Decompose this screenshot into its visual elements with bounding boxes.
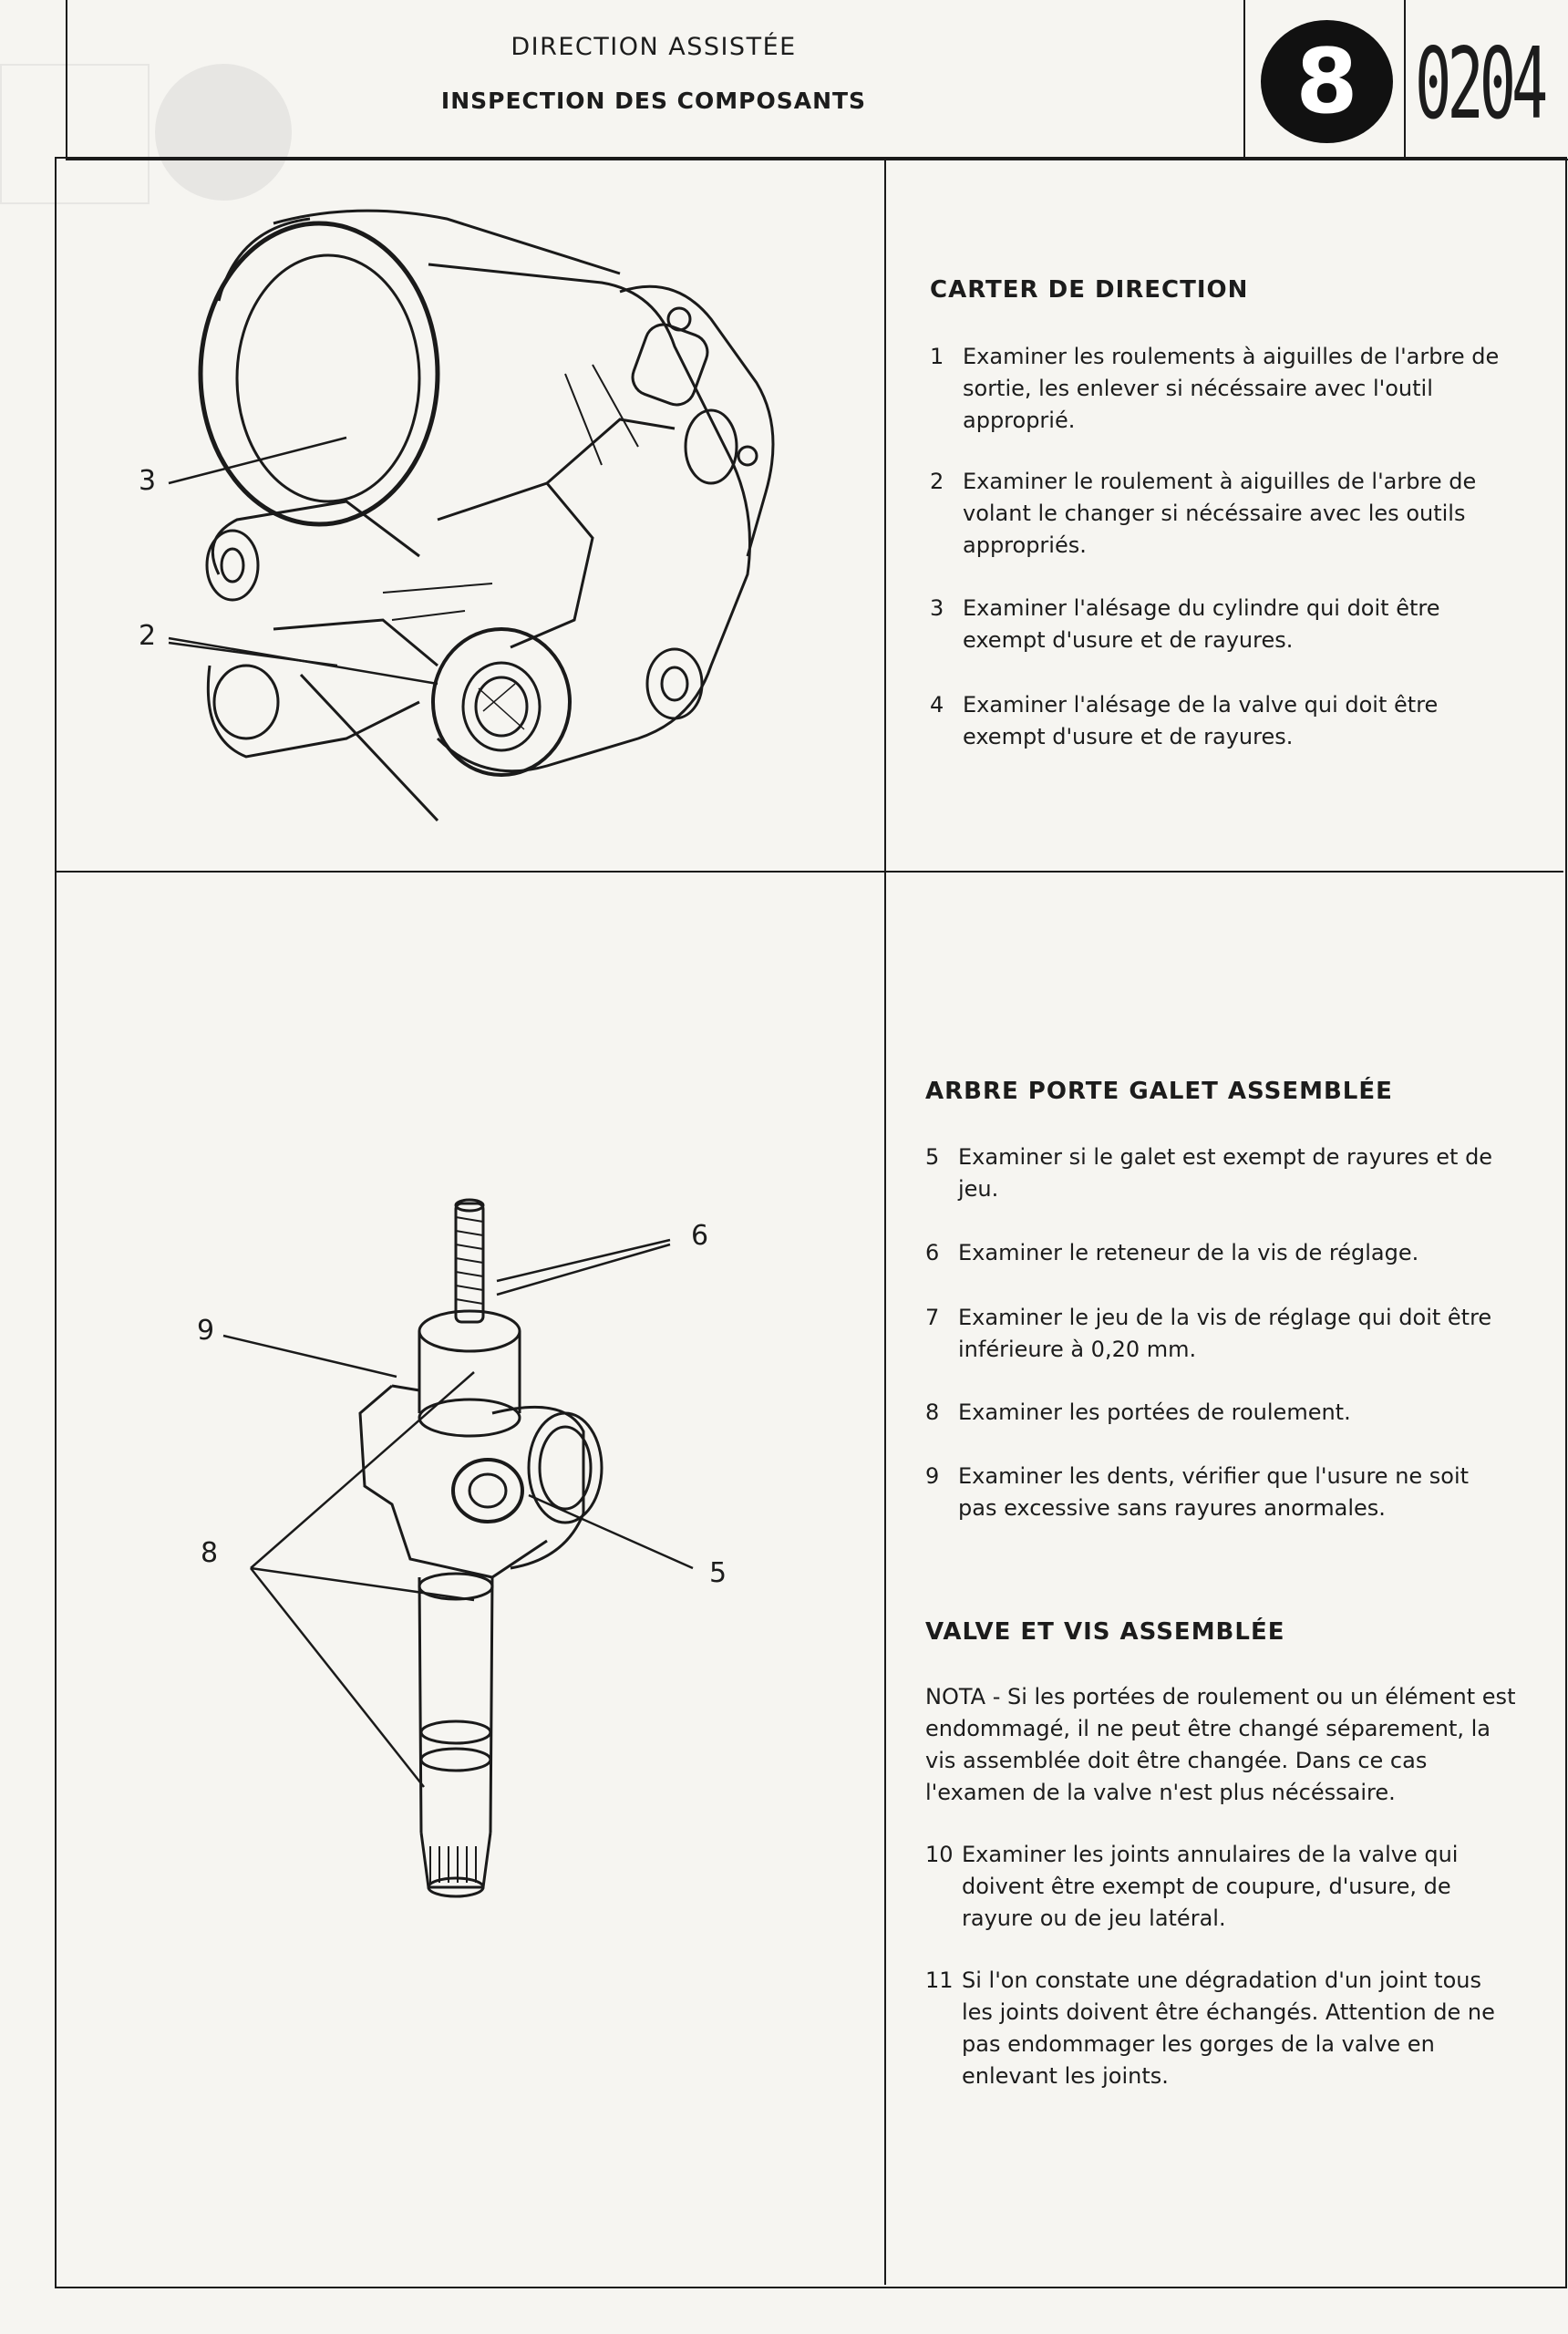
- callout-3: 3: [139, 465, 157, 497]
- page-code: 0204: [1415, 27, 1544, 141]
- item-number: 8: [925, 1399, 940, 1425]
- item-text: Examiner les roulements à aiguilles de l'arbre de sortie, les enlever si nécéssaire avec l'outil approprié.: [963, 344, 1500, 433]
- roller-shaft-drawing: [182, 1194, 748, 1924]
- item-text: Examiner l'alésage du cylindre qui doit être exempt d'usure et de rayures.: [963, 595, 1440, 653]
- item-text: Examiner si le galet est exempt de rayures et de jeu.: [958, 1144, 1493, 1202]
- header-divider-1: [1243, 0, 1245, 160]
- item-text: Examiner l'alésage de la valve qui doit être exempt d'usure et de rayures.: [963, 692, 1439, 749]
- page-title: DIRECTION ASSISTÉE: [511, 33, 797, 61]
- item-text: Examiner le roulement à aiguilles de l'arbre de volant le changer si nécéssaire avec les outils appropriés.: [963, 469, 1477, 558]
- section-heading-arbre: ARBRE PORTE GALET ASSEMBLÉE: [925, 1078, 1393, 1105]
- row-divider: [57, 871, 1563, 873]
- header-divider-2: [1404, 0, 1406, 160]
- title-block: [66, 0, 1242, 160]
- callout-9: 9: [197, 1315, 215, 1347]
- item-number: 3: [930, 595, 944, 621]
- item-number: 11: [925, 1967, 954, 1993]
- item-text: Examiner les dents, vérifier que l'usure ne soit pas excessive sans rayures anormales.: [958, 1463, 1470, 1521]
- column-divider: [884, 159, 886, 2285]
- item-text: Examiner les portées de roulement.: [958, 1399, 1351, 1425]
- callout-2: 2: [139, 620, 157, 652]
- chapter-badge: 8: [1261, 20, 1393, 143]
- item-number: 6: [925, 1240, 940, 1265]
- item-text: Examiner le jeu de la vis de réglage qui doit être inférieure à 0,20 mm.: [958, 1305, 1492, 1362]
- item-number: 4: [930, 692, 944, 718]
- item-number: 10: [925, 1842, 954, 1867]
- item-text: Examiner les joints annulaires de la valve qui doivent être exempt de coupure, d'usure, de rayure ou de jeu latéral.: [962, 1842, 1459, 1931]
- callout-5: 5: [709, 1557, 727, 1589]
- item-number: 7: [925, 1305, 940, 1330]
- item-text: Si l'on constate une dégradation d'un joint tous les joints doivent être échangés. Attention de ne pas endommager les gorges de la valve en enlevant les joints.: [962, 1967, 1495, 2089]
- item-text: Examiner le reteneur de la vis de réglage.: [958, 1240, 1419, 1265]
- item-number: 2: [930, 469, 944, 494]
- page-subtitle: INSPECTION DES COMPOSANTS: [440, 88, 867, 114]
- callout-8: 8: [201, 1537, 219, 1569]
- nota-paragraph: NOTA - Si les portées de roulement ou un élément est endommagé, il ne peut être changé séparement, la vis assemblée doit être changée. Dans ce cas l'examen de la valve n'est plus nécéssaire.: [925, 1684, 1516, 1805]
- item-number: 1: [930, 344, 944, 369]
- callout-6: 6: [691, 1220, 709, 1252]
- item-number: 9: [925, 1463, 940, 1489]
- section-heading-valve: VALVE ET VIS ASSEMBLÉE: [925, 1618, 1285, 1646]
- steering-housing-drawing: [164, 191, 802, 848]
- section-heading-carter: CARTER DE DIRECTION: [930, 276, 1249, 304]
- item-number: 5: [925, 1144, 940, 1170]
